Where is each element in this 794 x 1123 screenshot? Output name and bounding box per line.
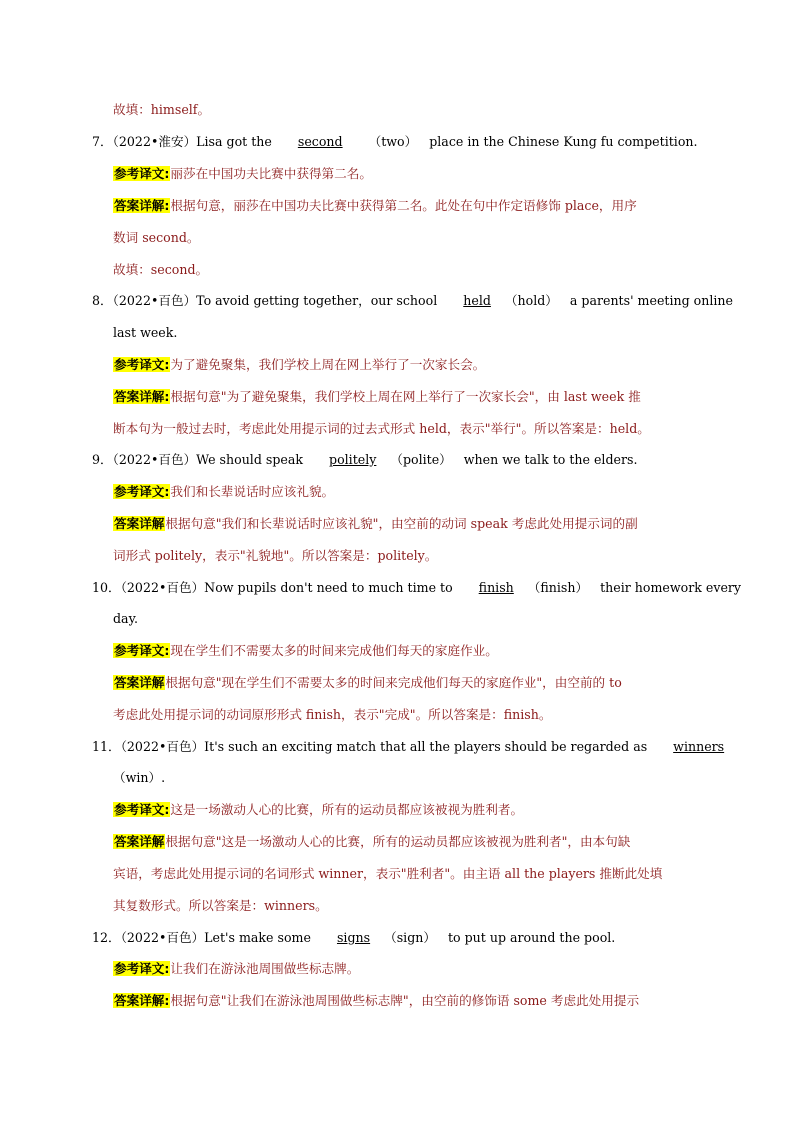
translation-text: 这是一场激动人心的比赛，所有的运动员都应该被视为胜利者。 — [170, 802, 524, 817]
question-text: to put up around the pool. — [447, 930, 616, 945]
fill-line: 故填：himself。 — [113, 102, 211, 117]
question-continuation: day. — [113, 611, 139, 626]
question-text: 8．（2022•百色）To avoid getting together，our school — [92, 293, 438, 308]
explanation-text: 根据句意，丽莎在中国功夫比赛中获得第二名。此处在句中作定语修饰 place，用序 — [170, 198, 637, 213]
explanation-line — [113, 387, 704, 407]
hint-word: （sign） — [384, 930, 436, 945]
question-10 — [92, 578, 742, 598]
translation-line — [113, 482, 704, 502]
question-12 — [92, 928, 704, 948]
answer-blank: finish — [478, 580, 514, 595]
hint-word: （polite） — [390, 452, 452, 467]
question-11 — [92, 737, 725, 757]
question-text: 9．（2022•百色）We should speak — [92, 452, 304, 467]
explanation-line — [113, 673, 704, 693]
explanation-text: 根据句意"为了避免聚集，我们学校上周在网上举行了一次家长会"，由 last week 推 — [170, 389, 641, 404]
translation-text: 我们和长辈说话时应该礼貌。 — [170, 484, 335, 499]
question-text: a parents' meeting online — [569, 293, 733, 308]
question-text: 7．（2022•淮安）Lisa got the — [92, 134, 272, 149]
explanation-tag: 答案详解 — [114, 675, 165, 690]
explanation-line: 宾语，考虑此处用提示词的名词形式 winner，表示"胜利者"。由主语 all the players 推断此处填 — [113, 866, 663, 881]
explanation-line — [113, 196, 704, 216]
explanation-tag: 答案详解 — [114, 834, 165, 849]
hint-word: （two） — [368, 134, 418, 149]
question-9 — [92, 450, 704, 470]
explanation-line — [113, 991, 704, 1011]
translation-text: 丽莎在中国功夫比赛中获得第二名。 — [170, 166, 372, 181]
translation-line — [113, 959, 704, 979]
explanation-text: 根据句意"这是一场激动人心的比赛，所有的运动员都应该被视为胜利者"，由本句缺 — [165, 834, 631, 849]
translation-text: 让我们在游泳池周围做些标志牌。 — [170, 961, 360, 976]
translation-line — [113, 164, 704, 184]
answer-blank: politely — [329, 452, 377, 467]
explanation-line: 词形式 politely，表示"礼貌地"。所以答案是：politely。 — [113, 548, 438, 563]
explanation-line — [113, 514, 704, 534]
translation-tag: 参考译文: — [114, 357, 170, 372]
explanation-tag: 答案详解: — [114, 198, 170, 213]
question-text: 12．（2022•百色）Let's make some — [92, 930, 311, 945]
explanation-line: 其复数形式。所以答案是：winners。 — [113, 898, 328, 913]
explanation-tag: 答案详解 — [114, 516, 165, 531]
explanation-text: 根据句意"现在学生们不需要太多的时间来完成他们每天的家庭作业"，由空前的 to — [165, 675, 622, 690]
translation-line — [113, 800, 704, 820]
translation-line — [113, 355, 704, 375]
hint-word: （hold） — [504, 293, 558, 308]
explanation-line — [113, 832, 704, 852]
translation-tag: 参考译文: — [114, 802, 170, 817]
translation-text: 为了避免聚集，我们学校上周在网上举行了一次家长会。 — [170, 357, 486, 372]
translation-text: 现在学生们不需要太多的时间来完成他们每天的家庭作业。 — [170, 643, 498, 658]
question-text: their homework every — [600, 580, 742, 595]
answer-blank: winners — [673, 739, 725, 754]
question-continuation: last week. — [113, 325, 178, 340]
explanation-line: 考虑此处用提示词的动词原形形式 finish，表示"完成"。所以答案是：finish。 — [113, 707, 552, 722]
explanation-text: 根据句意"让我们在游泳池周围做些标志牌"，由空前的修饰语 some 考虑此处用提示 — [170, 993, 640, 1008]
answer-blank: signs — [336, 930, 371, 945]
fill-line: 故填：second。 — [113, 262, 209, 277]
answer-blank: held — [463, 293, 491, 308]
explanation-tag: 答案详解: — [114, 993, 170, 1008]
question-text: place in the Chinese Kung fu competition. — [429, 134, 698, 149]
question-7 — [92, 132, 704, 152]
question-continuation: （win）. — [113, 770, 166, 785]
answer-blank: second — [297, 134, 343, 149]
translation-line — [113, 641, 704, 661]
explanation-line: 断本句为一般过去时，考虑此处用提示词的过去式形式 held，表示"举行"。所以答案是：held。 — [113, 421, 650, 436]
translation-tag: 参考译文: — [114, 643, 170, 658]
explanation-line: 数词 second。 — [113, 230, 200, 245]
explanation-text: 根据句意"我们和长辈说话时应该礼貌"，由空前的动词 speak 考虑此处用提示词的副 — [165, 516, 638, 531]
translation-tag: 参考译文: — [114, 961, 170, 976]
translation-tag: 参考译文: — [114, 166, 170, 181]
hint-word: （finish） — [527, 580, 589, 595]
translation-tag: 参考译文: — [114, 484, 170, 499]
question-text: when we talk to the elders. — [463, 452, 638, 467]
question-8 — [92, 291, 733, 311]
question-text: 10．（2022•百色）Now pupils don't need to much time to — [92, 580, 453, 595]
question-text: 11．（2022•百色）It's such an exciting match that all the players should be regarded as — [92, 739, 648, 754]
explanation-tag: 答案详解: — [114, 389, 170, 404]
